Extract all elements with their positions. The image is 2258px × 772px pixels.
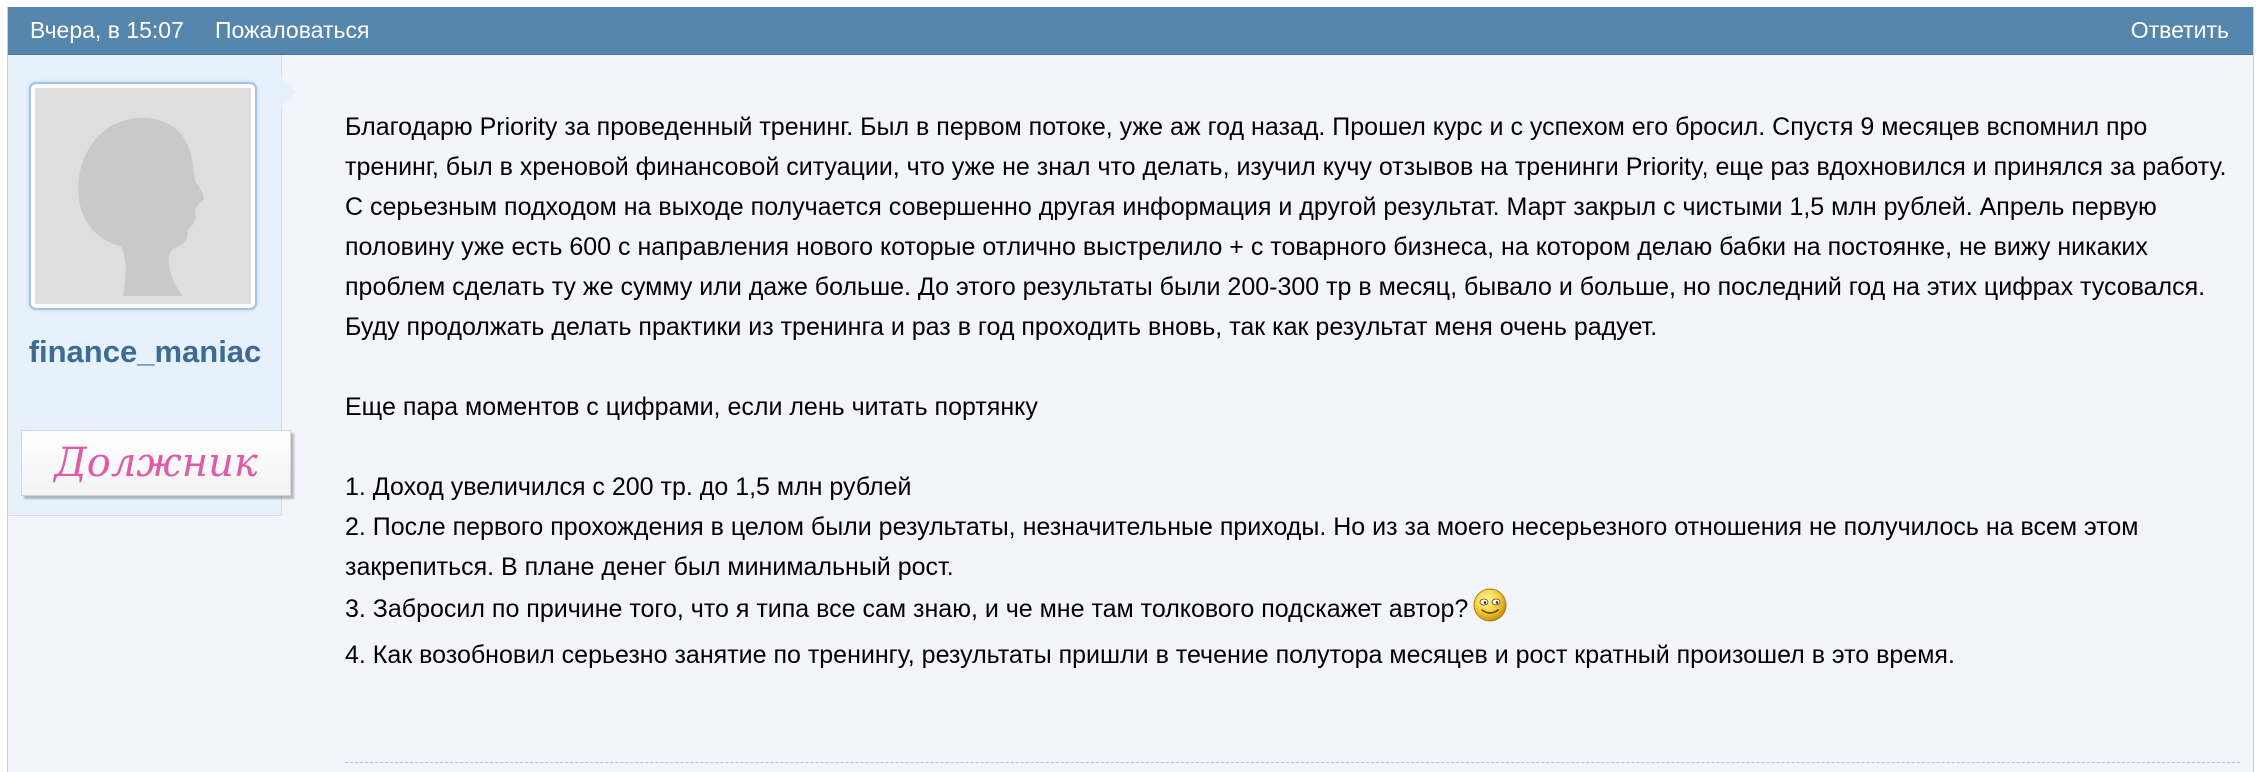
list-item-3-text: 3. Забросил по причине того, что я типа все сам знаю, и че мне там толкового подскажет автор? <box>345 595 1469 623</box>
post-paragraph-summary: Еще пара моментов с цифрами, если лень читать портянку <box>345 393 1038 421</box>
author-panel-pointer <box>281 77 296 107</box>
avatar[interactable] <box>29 82 257 310</box>
smiley-icon <box>1472 587 1508 635</box>
list-item-1: 1. Доход увеличился с 200 тр. до 1,5 млн рублей <box>345 473 912 501</box>
post-header <box>8 7 2253 55</box>
default-silhouette-avatar-icon <box>35 88 251 304</box>
author-panel <box>8 55 282 516</box>
list-item-2: 2. После первого прохождения в целом были результаты, незначительные приходы. Но из за моего несерьезного отношения не получилось на всем этом закрепиться. В плане денег был минимальный рост. <box>345 513 2139 581</box>
list-item-3 <box>345 587 2240 635</box>
post-divider <box>345 762 2240 763</box>
rank-badge <box>21 430 295 498</box>
author-username[interactable]: finance_maniac <box>28 334 262 369</box>
reply-link[interactable]: Ответить <box>2130 17 2229 43</box>
post-paragraph-main: Благодарю Priority за проведенный тренинг. Был в первом потоке, уже аж год назад. Прошел курс и с успехом его бросил. Спустя 9 месяцев вспомнил про тренинг, был в хреновой финансовой ситуации, что уже не знал что делать, изучил кучу отзывов на тренинги Priority, еще раз вдохновился и принялся за работу. С серьезным подходом на выходе получается совершенно другая информация и другой результат. Март закрыл с чистыми 1,5 млн рублей. Апрель первую половину уже есть 600 с направления нового которые отлично выстрелило + с товарного бизнеса, на котором делаю бабки на постоянке, не вижу никаких проблем сделать ту же сумму или даже больше. До этого результаты были 200-300 тр в месяц, бывало и больше, но последний год на этих цифрах тусовался. Буду продолжать делать практики из тренинга и раз в год проходить вновь, так как результат меня очень радует. <box>345 113 2227 341</box>
forum-post <box>7 7 2254 772</box>
post-body <box>345 107 2240 675</box>
post-date: Вчера, в 15:07 <box>30 17 184 43</box>
list-item-4: 4. Как возобновил серьезно занятие по тренингу, результаты пришли в течение полутора месяцев и рост кратный произошел в это время. <box>345 641 1955 669</box>
report-link[interactable]: Пожаловаться <box>215 17 370 43</box>
rank-badge-paper <box>21 430 291 496</box>
rank-title: Должник <box>54 440 258 486</box>
